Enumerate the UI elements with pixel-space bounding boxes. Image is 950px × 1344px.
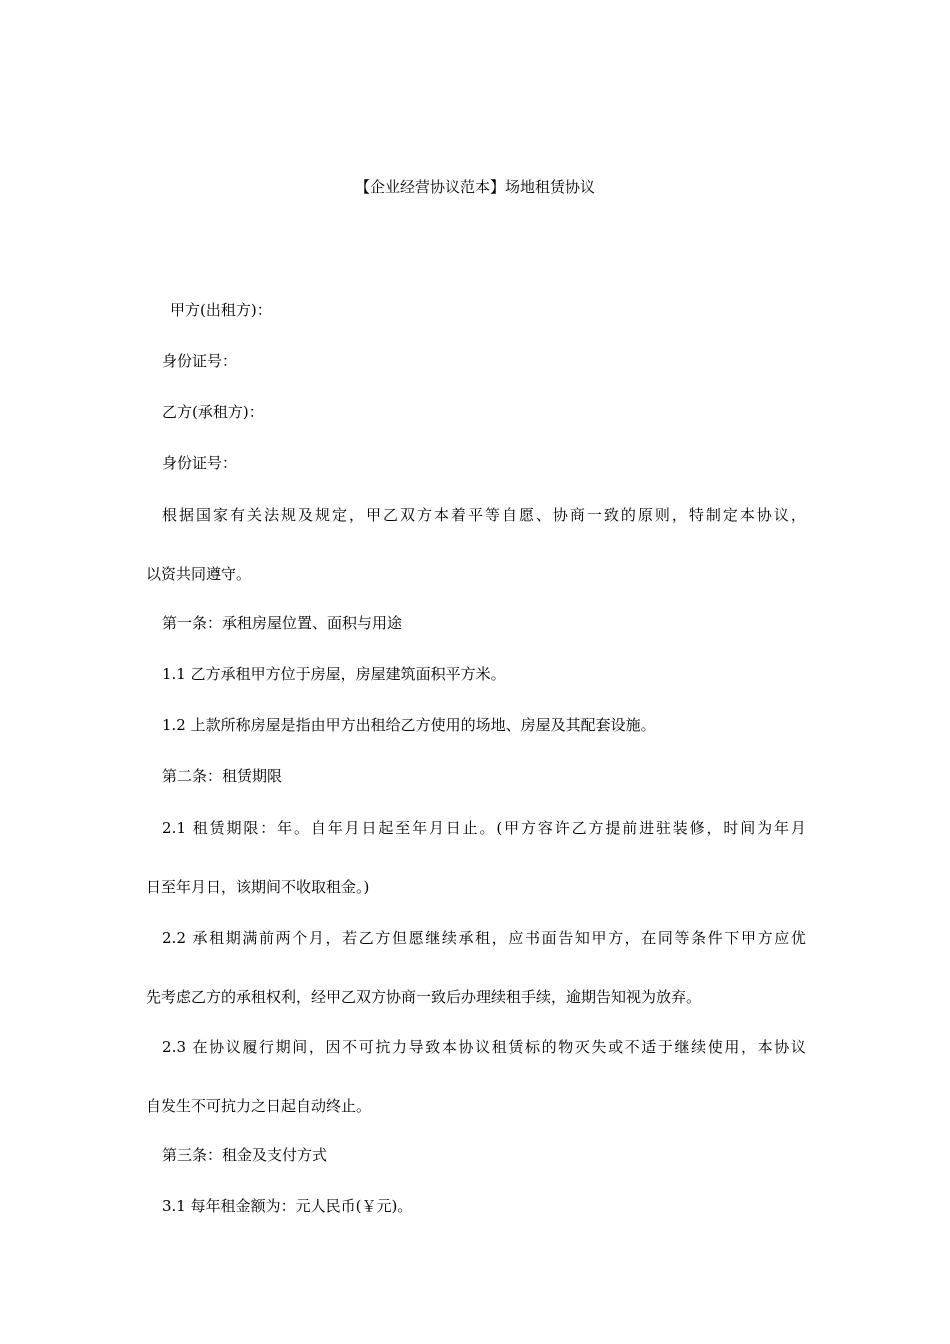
- article-1-heading: 第一条：承租房屋位置、面积与用途: [162, 614, 403, 632]
- clause-1-1: 1.1 乙方承租甲方位于房屋，房屋建筑面积平方米。: [162, 665, 506, 683]
- article-2-heading: 第二条：租赁期限: [162, 767, 283, 785]
- clause-2-2-line-1: 2.2 承租期满前两个月，若乙方但愿继续承租，应书面告知甲方，在同等条件下甲方应优: [162, 929, 806, 947]
- document-title: 【企业经营协议范本】场地租赁协议: [354, 178, 595, 196]
- clause-1-2: 1.2 上款所称房屋是指由甲方出租给乙方使用的场地、房屋及其配套设施。: [162, 716, 656, 734]
- article-3-heading: 第三条：租金及支付方式: [162, 1146, 328, 1164]
- clause-2-1-line-2: 日至年月日，该期间不收取租金。): [146, 878, 370, 896]
- clause-2-1-line-1: 2.1 租赁期限：年。自年月日起至年月日止。(甲方容许乙方提前进驻装修，时间为年月: [162, 819, 806, 837]
- preamble-line-1: 根据国家有关法规及规定，甲乙双方本着平等自愿、协商一致的原则，特制定本协议，: [162, 506, 806, 524]
- clause-2-2-line-2: 先考虑乙方的承租权利，经甲乙双方协商一致后办理续租手续，逾期告知视为放弃。: [146, 988, 702, 1006]
- party-b-label: 乙方(承租方)：: [162, 403, 264, 421]
- clause-2-3-line-1: 2.3 在协议履行期间，因不可抗力导致本协议租赁标的物灭失或不适于继续使用，本协议: [162, 1038, 806, 1056]
- clause-2-3-line-2: 自发生不可抗力之日起自动终止。: [146, 1097, 372, 1115]
- clause-3-1: 3.1 每年租金额为：元人民币(￥元)。: [162, 1197, 413, 1215]
- party-a-label: 甲方(出租方)：: [170, 301, 272, 319]
- party-a-id-label: 身份证号：: [162, 352, 238, 370]
- party-b-id-label: 身份证号：: [162, 454, 238, 472]
- preamble-line-2: 以资共同遵守。: [146, 565, 252, 583]
